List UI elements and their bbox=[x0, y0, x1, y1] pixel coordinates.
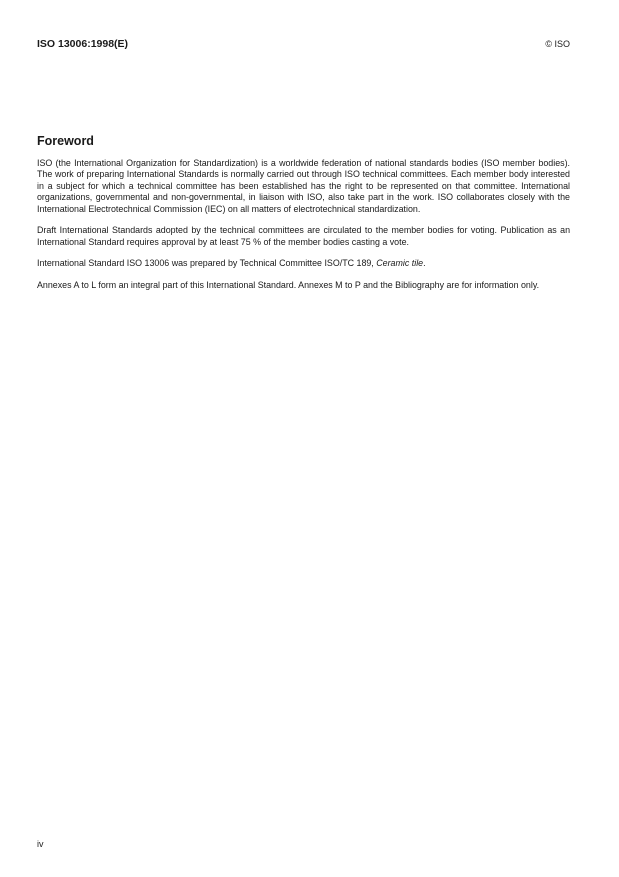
foreword-body bbox=[37, 158, 570, 301]
paragraph-prepared-by bbox=[37, 258, 570, 269]
committee-title: Ceramic tile bbox=[376, 258, 424, 269]
page-number: iv bbox=[37, 839, 44, 849]
paragraph-annexes: Annexes A to L form an integral part of this International Standard. Annexes M to P and the Bibliography are for information only. bbox=[37, 279, 540, 290]
prepared-by-end: . bbox=[423, 258, 426, 269]
document-id: ISO 13006:1998(E) bbox=[37, 38, 129, 50]
section-title: Foreword bbox=[37, 134, 94, 148]
paragraph-iso-description: ISO (the International Organization for Standardization) is a worldwide federation of national standards bodies (ISO member bodies). The work of preparing International Standards is normally carried out through ISO technical committees. Each member body interested in a subject for which a technical committee has been established has the right to be represented on that committee. International organizations, governmental and non-governmental, in liaison with ISO, also take part in the work. ISO collaborates closely with the International Electrotechnical Commission (IEC) on all matters of electrotechnical standardization. bbox=[37, 158, 570, 214]
prepared-by-text: International Standard ISO 13006 was prepared by Technical Committee ISO/TC 189, bbox=[37, 258, 377, 269]
paragraph-draft-standards: Draft International Standards adopted by the technical committees are circulated to the member bodies for voting. Publication as an International Standard requires approval by at least 75 % of the member bodies casting a vote. bbox=[37, 225, 570, 247]
copyright-notice: © ISO bbox=[545, 39, 570, 49]
